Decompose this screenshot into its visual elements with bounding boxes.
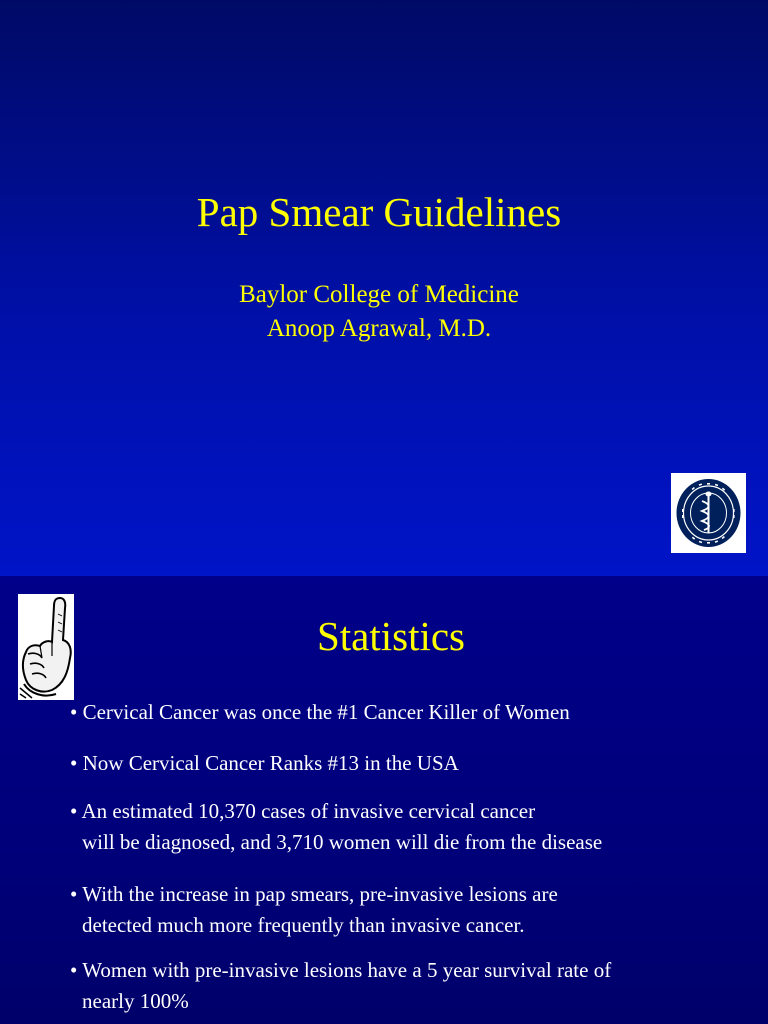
bullet-text-continuation: detected much more frequently than invasive cancer.: [82, 913, 525, 937]
bullet-item: • Cervical Cancer was once the #1 Cancer Killer of Women: [70, 700, 570, 724]
bullet-text-continuation: nearly 100%: [82, 989, 189, 1013]
bullet-text: Women with pre-invasive lesions have a 5 year survival rate of: [82, 958, 612, 982]
bullet-item: • An estimated 10,370 cases of invasive cervical cancer will be diagnosed, and 3,710 women will die from the disease: [70, 796, 760, 858]
baylor-college-seal-icon: [671, 473, 746, 553]
bullet-text: With the increase in pap smears, pre-invasive lesions are: [82, 882, 558, 906]
bullet-text-continuation: will be diagnosed, and 3,710 women will die from the disease: [82, 830, 603, 854]
bullet-item: • With the increase in pap smears, pre-invasive lesions are detected much more frequently than invasive cancer.: [70, 879, 760, 941]
author-name: Anoop Agrawal, M.D.: [266, 315, 492, 342]
bullet-item: • Now Cervical Cancer Ranks #13 in the USA: [70, 751, 459, 775]
statistics-slide: [0, 576, 768, 1024]
bullet-text: Now Cervical Cancer Ranks #13 in the USA: [82, 751, 459, 775]
slide-title: Pap Smear Guidelines: [196, 189, 562, 235]
bullet-text: An estimated 10,370 cases of invasive cervical cancer: [81, 799, 536, 823]
slide-title: Statistics: [316, 613, 466, 659]
institution-name: Baylor College of Medicine: [239, 281, 519, 308]
bullet-item: • Women with pre-invasive lesions have a 5 year survival rate of nearly 100%: [70, 955, 760, 1017]
bullet-text: Cervical Cancer was once the #1 Cancer Killer of Women: [82, 700, 570, 724]
